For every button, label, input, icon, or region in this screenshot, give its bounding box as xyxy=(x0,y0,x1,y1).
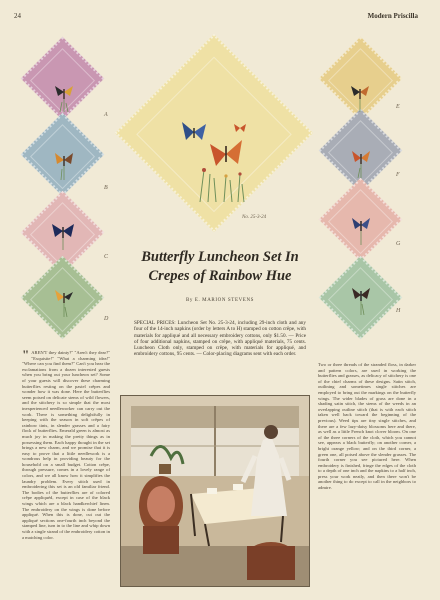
article-title xyxy=(120,248,320,286)
butterfly-icon xyxy=(349,215,373,245)
article-column-1 xyxy=(22,347,110,540)
napkin-letter: E xyxy=(396,104,400,110)
butterfly-icon xyxy=(50,222,76,250)
title-line-1: Butterfly Luncheon Set In xyxy=(141,249,299,265)
napkin-letter: D xyxy=(104,316,109,322)
napkin-letter: H xyxy=(396,308,401,314)
room-illustration xyxy=(121,396,309,586)
butterfly-icon xyxy=(349,148,373,178)
column-2-text: Two or three threads of the stranded floss, in darker and pattern colors, are used in working the butterflies and grasses, as delicacy of stitchery is one of the chief charms of these designs. Satin stitch, outlining and sometimes single stitches are employed to bring out the markings on the butterfly wings. The wider blades of grass are done in a shading satin stitch, the stems of the weeds in an overlapping outline stitch (that is with each stitch taken well back toward the beginning of the previous). Weed tips are tiny single stitches, and there are a few lazy-daisy blossoms here and there, as well as a little French knot clover bloom. On one of the three corners of the cloth, which you cannot see, appears a black butterfly; on another corner, a bright orange yellow; and on the third corner, a green one, all poised above the slender grasses. The fourth corner you see pictured here. When embroidery is finished, fringe the edges of the cloth to a depth of one inch and the napkins to a half inch, press your work neatly, and then there won't be another thing to do except to call in the neighbors to admire. xyxy=(318,362,416,491)
article-column-2 xyxy=(318,362,416,491)
byline: By E. MARION STEVENS xyxy=(185,298,255,303)
butterfly-icon xyxy=(52,82,76,112)
column-1-text: AREN'T they dainty?" "Aren't they dear?" "Exquisite!" "What a charming idea!" "Where can you find them?" Can't you hear the exclamations from a dozen interested guests when you bring out your luncheon set? Some of your guests will discover these charming butterflies resting on the pastel crêpes and wonder how it was done. Here the butterflies seem poised on delicate stems of wild flowers, and the stitchery is so simple that the most inexperienced needleworker can carry out the work. There is something delightfully in keeping with the season in soft crêpes of rainbow tints, in slender grasses and a fairy flock of butterflies. Emerald green is almost as much joy in making the pretty things as in possessing them. Each happy thought in the set brings a new charm, and we promise that it is easy to prove that a little needlework is a wondrous help in providing beauty for the household on a small budget. Cotton crêpe, through pressure, comes in a lovely range of colors, and we all know how it simplifies the laundry problem. Every stitch used in embroidering this set is an old familiar friend. The bodies of the butterflies are of colored crêpe appliquéd, except in case of the black wings which are a black handkerchief linen. The embroidery on the wings is done before appliqué. When this is done, cut out the appliqué sections one-fourth inch beyond the stamped line, turn in to the line and whip down with a single strand of the embroidery cotton in a matching color. xyxy=(22,350,110,540)
butterfly-icon xyxy=(180,118,260,202)
butterfly-icon xyxy=(52,287,76,317)
title-line-2: Crepes of Rainbow Hue xyxy=(148,268,292,284)
centerpiece-number: No. 25-3-24 xyxy=(242,215,267,220)
magazine-name: Modern Priscilla xyxy=(367,12,418,20)
napkin-letter: B xyxy=(104,185,108,191)
napkin-letter: F xyxy=(396,172,400,178)
napkin-letter: G xyxy=(396,241,401,247)
napkin-letter: A xyxy=(104,112,108,118)
butterfly-icon xyxy=(348,82,372,112)
page-number: 24 xyxy=(14,12,21,20)
drop-quote: " xyxy=(22,347,30,362)
butterfly-icon xyxy=(52,150,76,180)
luncheon-photo xyxy=(120,395,310,587)
butterfly-icon xyxy=(349,285,373,315)
special-prices-text: SPECIAL PRICES: Luncheon Set No. 25-3-24, including 29-inch cloth and any four of the 14-inch napkins (order by letters A to H) stamped on cotton crêpe, with materials for appliqué and all necessary embroidery cottons, only $1.50. — Price of four additional napkins, stamped on crêpe, with appliqué materials, 75 cents. Luncheon Cloth only, stamped on crêpe, with materials for appliqué, and embroidery cottons, 95 cents. — Color-placing diagrams sent with each order. xyxy=(134,320,306,358)
napkin-letter: C xyxy=(104,254,109,260)
